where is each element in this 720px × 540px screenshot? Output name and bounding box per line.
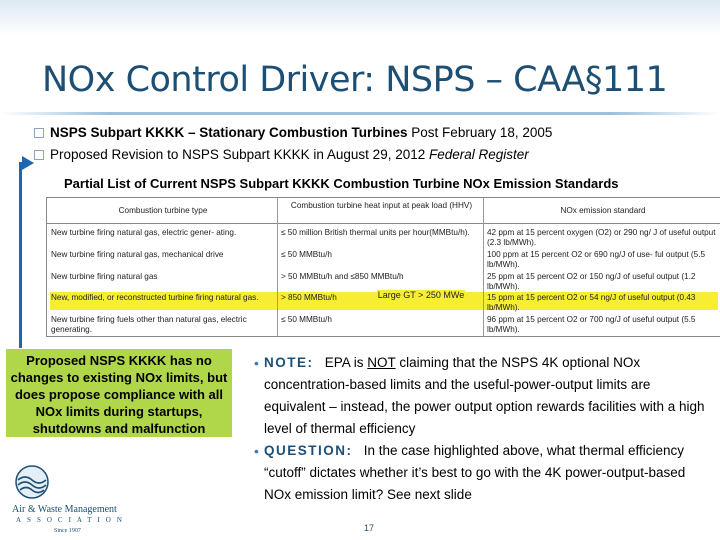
- column-divider: [483, 198, 484, 336]
- cell-nox-standard: 100 ppm at 15 percent O2 or 690 ng/J of use- ful output (5.5 lb/MWh).: [487, 250, 706, 269]
- bullet-bold-text: NSPS Subpart KKKK – Stationary Combustion Turbines: [50, 125, 408, 140]
- question-label: QUESTION:: [264, 443, 353, 458]
- nox-standards-table: [46, 197, 720, 337]
- cell-heat-input: > 50 MMBtu/h and ≤850 MMBtu/h: [281, 272, 404, 281]
- connector-arrow-head-icon: [22, 156, 34, 170]
- connector-arrow-line: [19, 162, 22, 348]
- cell-turbine-type: New turbine firing natural gas, mechanical drive: [51, 250, 224, 259]
- bullet-item-nsps-kkkk: [34, 125, 552, 140]
- cell-heat-input: > 850 MMBtu/h: [281, 293, 337, 302]
- question-text-part: In the case highlighted above, what thermal efficiency “cutoff” dictates whether it’s best to go with the 4K power-output-based NOx emission limit? See next slide: [264, 443, 686, 502]
- question-bullet: [246, 440, 716, 506]
- cell-nox-standard: 15 ppm at 15 percent O2 or 54 ng/J of useful output (0.43 lb/MWh).: [487, 293, 696, 312]
- header-heat-input: Combustion turbine heat input at peak load (HHV): [290, 201, 473, 210]
- cell-turbine-type: New turbine firing natural gas, electric gener- ating.: [51, 228, 237, 237]
- cell-heat-input: ≤ 50 MMBtu/h: [281, 315, 332, 324]
- kkkk-proposal-callout: Proposed NSPS KKKK has no changes to existing NOx limits, but does propose compliance with all NOx limits during startups, shutdowns and malfunction: [6, 349, 232, 437]
- bullet-text: Proposed Revision to NSPS Subpart KKKK in August 29, 2012: [50, 147, 429, 162]
- bullet-italic-text: Federal Register: [428, 147, 529, 162]
- column-divider: [277, 198, 278, 336]
- note-text-part: EPA is: [324, 355, 368, 370]
- logo-name: Air & Waste Management: [12, 504, 117, 515]
- header-nox-standard: NOx emission standard: [560, 206, 646, 215]
- cell-turbine-type: New turbine firing fuels other than natural gas, electric generating.: [51, 315, 247, 334]
- note-text-part: claiming that the NSPS 4K optional NOx concentration-based limits and the useful-power-output limits are equivalent – instead, the power output option rewards facilities with a high level of thermal efficiency: [264, 355, 705, 436]
- note-underlined: NOT: [367, 355, 396, 370]
- awma-logo: [8, 460, 148, 538]
- slide-title: NOx Control Driver: NSPS – CAA§111: [42, 60, 668, 100]
- note-label: NOTE:: [264, 355, 314, 370]
- bullet-dot-icon: •: [254, 443, 259, 459]
- bullet-item-proposed-revision: [34, 147, 529, 162]
- table-header: [47, 198, 720, 224]
- table-caption: Partial List of Current NSPS Subpart KKKK Combustion Turbine NOx Emission Standards: [64, 176, 619, 191]
- cell-nox-standard: 42 ppm at 15 percent oxygen (O2) or 290 ng/ J of useful output (2.3 lb/MWh).: [487, 228, 716, 247]
- bullet-dot-icon: •: [254, 355, 259, 371]
- note-bullet: [246, 352, 716, 436]
- header-turbine-type: Combustion turbine type: [118, 206, 208, 215]
- cell-heat-input: ≤ 50 MMBtu/h: [281, 250, 332, 259]
- cell-nox-standard: 25 ppm at 15 percent O2 or 150 ng/J of useful output (1.2 lb/MWh).: [487, 272, 696, 291]
- checkbox-bullet-icon: [34, 150, 44, 160]
- large-gt-annotation: Large GT > 250 MWe: [377, 290, 465, 300]
- cell-nox-standard: 96 ppm at 15 percent O2 or 700 ng/J of useful output (5.5 lb/MWh).: [487, 315, 696, 334]
- bullet-text: Post February 18, 2005: [407, 125, 553, 140]
- note-text: [264, 352, 714, 440]
- top-gradient-band: [0, 0, 720, 36]
- cell-turbine-type: New, modified, or reconstructed turbine firing natural gas.: [51, 293, 259, 302]
- page-number: 17: [364, 523, 375, 533]
- cell-heat-input: ≤ 50 million British thermal units per hour(MMBtu/h).: [281, 228, 470, 237]
- checkbox-bullet-icon: [34, 128, 44, 138]
- logo-since: Since 1907: [54, 528, 81, 534]
- title-divider: [0, 112, 720, 115]
- question-text: [264, 440, 714, 506]
- cell-turbine-type: New turbine firing natural gas: [51, 272, 158, 281]
- logo-association: ASSOCIATION: [16, 516, 128, 524]
